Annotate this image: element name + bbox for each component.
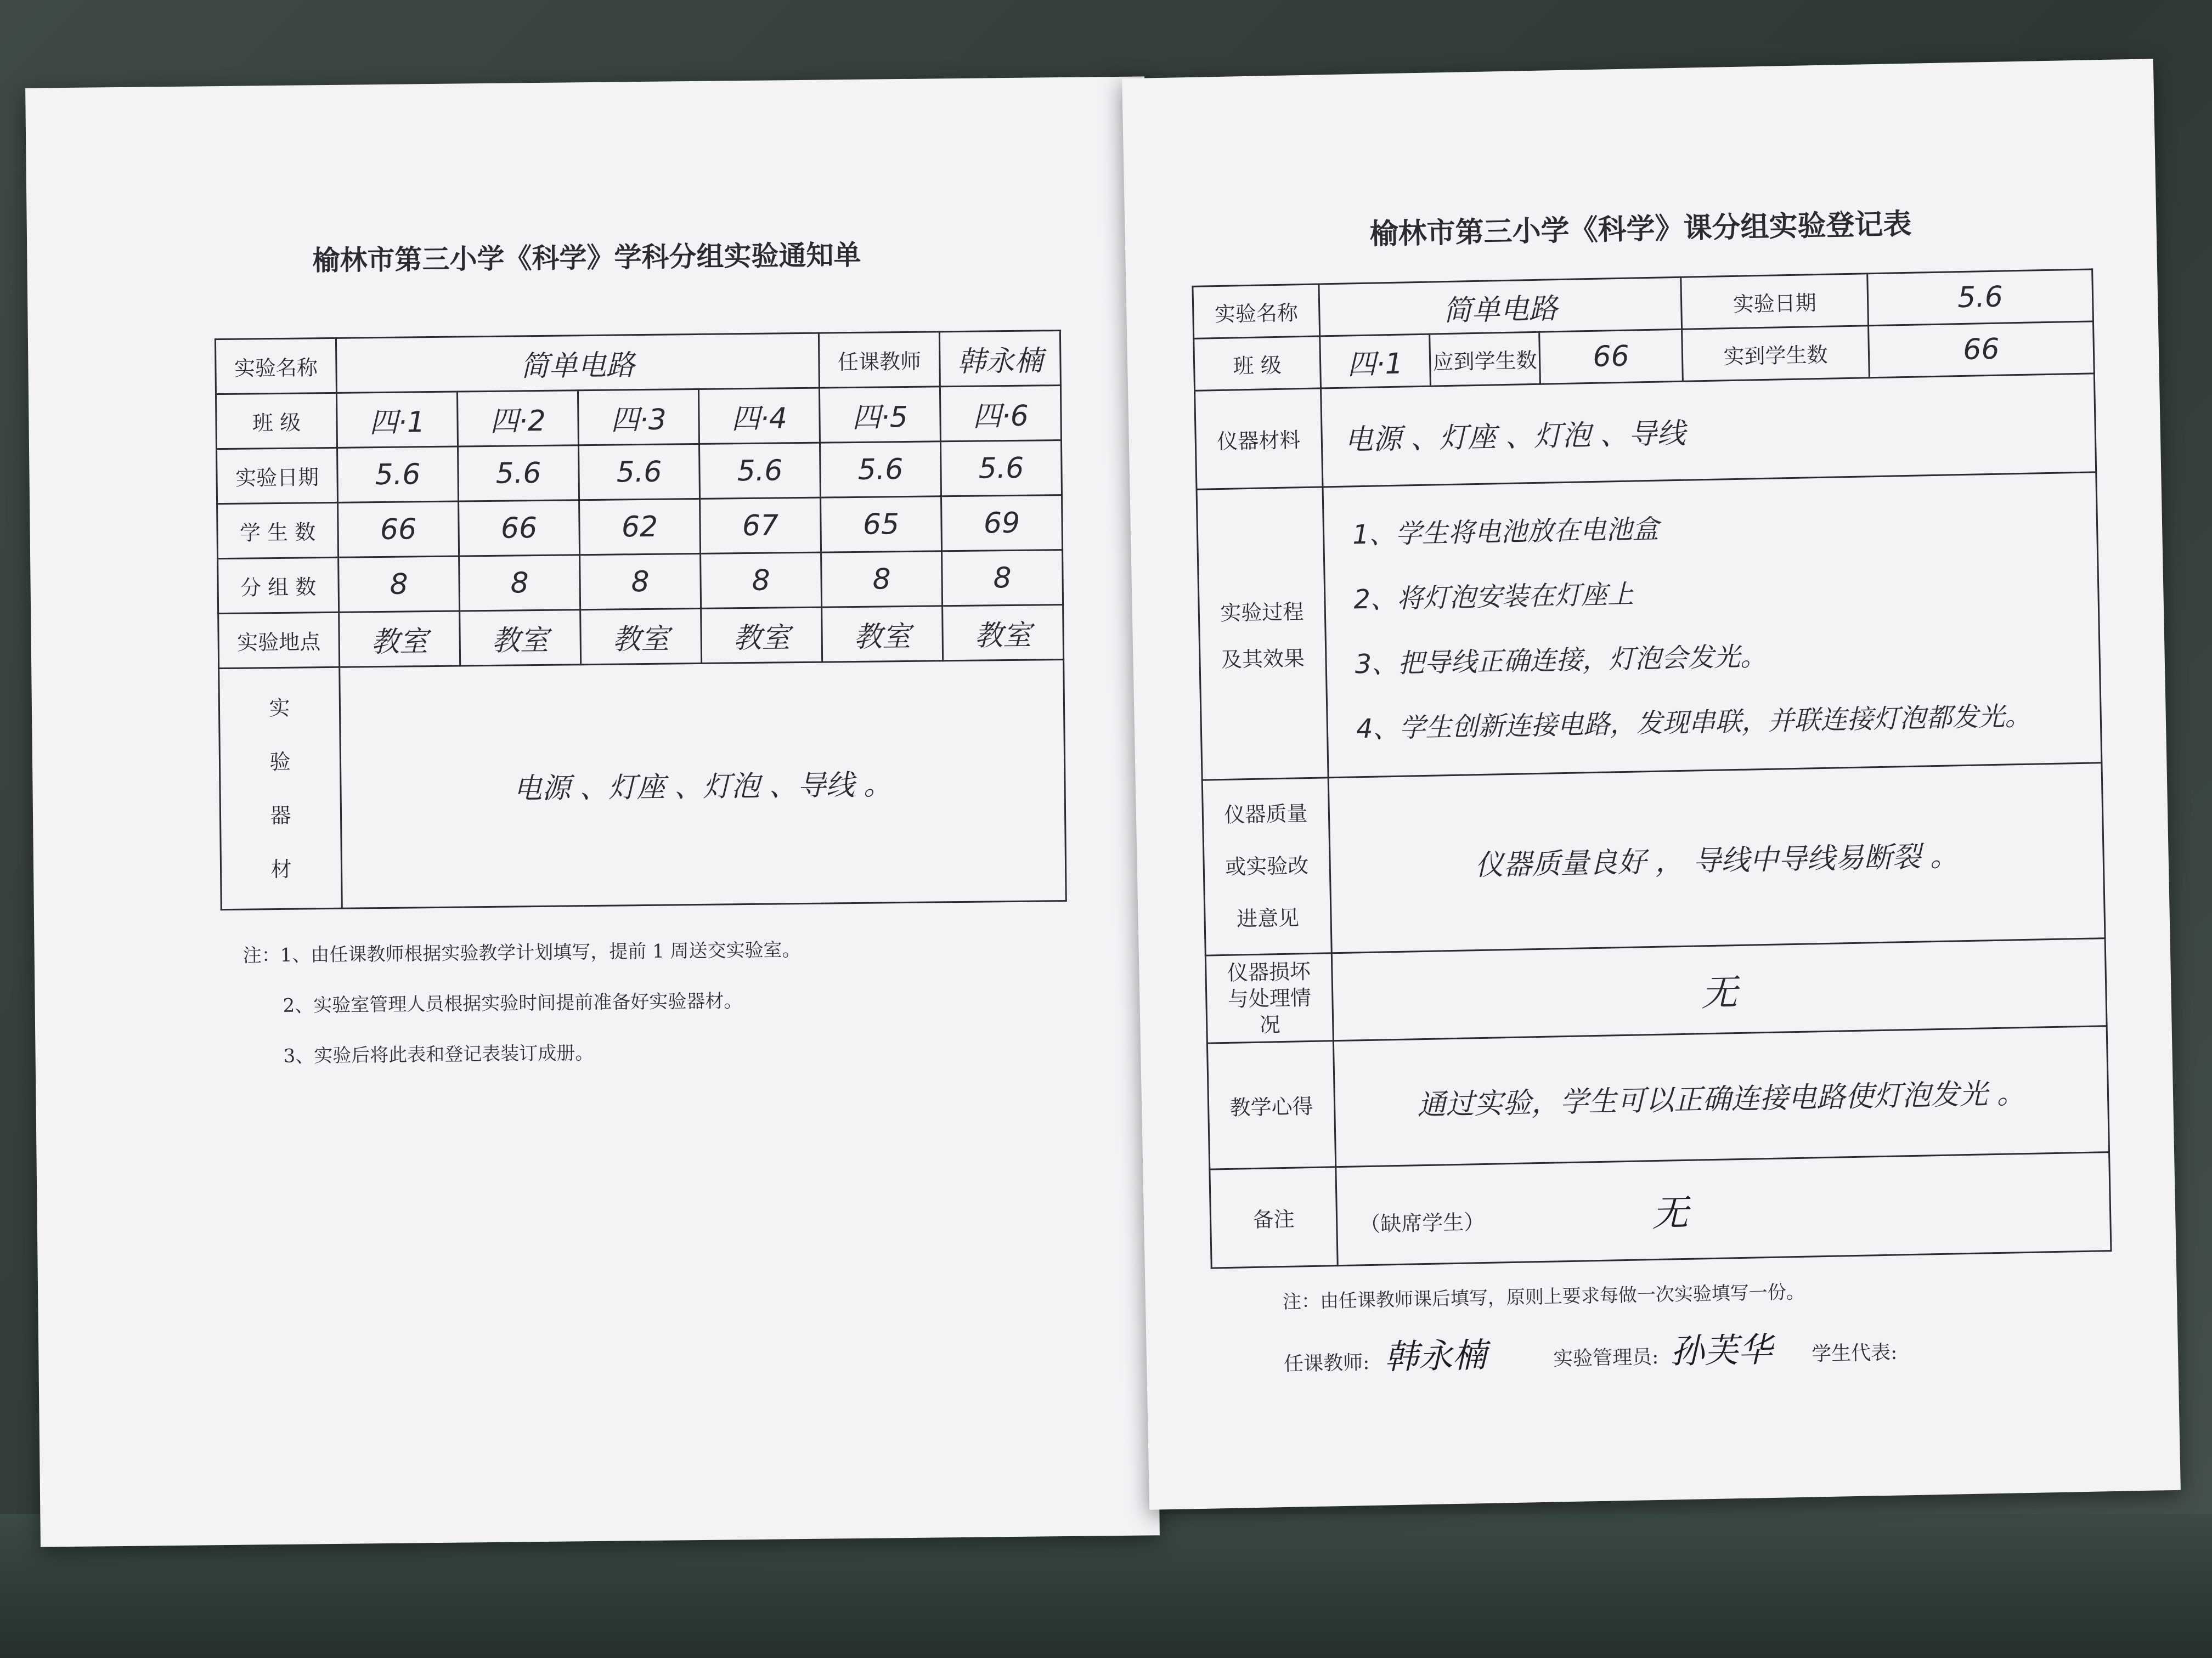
value-quality: 仪器质量良好 ， 导线中导线易断裂 。 — [1328, 763, 2105, 953]
signature-row — [1283, 1315, 2134, 1380]
student-rep-label: 学生代表: — [1811, 1341, 1898, 1366]
value-students: 69 — [941, 495, 1063, 551]
note-line: 3、实验后将此表和登记表装订成册。 — [283, 1042, 594, 1067]
notice-sheet — [25, 76, 1160, 1547]
value-reflection: 通过实验，学生可以正确连接电路使灯泡发光 。 — [1333, 1026, 2109, 1167]
label-process-line: 及其效果 — [1221, 646, 1305, 672]
value-students: 66 — [338, 501, 459, 557]
teacher-signature-label: 任课教师: — [1283, 1351, 1370, 1376]
value-groups: 8 — [942, 550, 1063, 606]
value-date: 5.6 — [820, 442, 941, 497]
register-title: 榆林市第三小学《科学》课分组实验登记表 — [1369, 207, 1912, 251]
process-step: 2、将灯泡安装在灯座上 — [1353, 579, 1634, 615]
register-table — [1192, 268, 2112, 1269]
value-date: 5.6 — [699, 443, 820, 499]
value-date: 5.6 — [579, 444, 700, 500]
value-location: 教室 — [822, 606, 943, 662]
value-students: 67 — [700, 497, 821, 553]
value-teacher: 韩永楠 — [939, 331, 1060, 387]
label-process — [1197, 487, 1328, 780]
label-damage-line: 与处理情 — [1227, 985, 1312, 1011]
value-class: 四·1 — [1320, 334, 1431, 388]
note-line: 2、实验室管理人员根据实验时间提前准备好实验器材。 — [283, 990, 743, 1017]
value-groups: 8 — [701, 552, 822, 608]
label-date: 实验日期 — [217, 448, 338, 503]
value-class: 四·5 — [819, 387, 940, 443]
value-groups: 8 — [459, 555, 580, 611]
label-quality-line: 或实验改 — [1224, 853, 1309, 879]
value-location: 教室 — [701, 607, 822, 663]
register-sheet — [1122, 59, 2181, 1510]
value-students: 62 — [579, 499, 701, 554]
label-experiment-name: 实验名称 — [215, 338, 336, 394]
notice-table — [215, 330, 1067, 910]
label-class: 班 级 — [216, 393, 337, 449]
label-equipment-char: 器 — [270, 803, 291, 828]
label-damage-line: 况 — [1259, 1012, 1281, 1037]
label-teacher: 任课教师 — [819, 332, 940, 388]
teacher-signature: 韩永楠 — [1384, 1334, 1487, 1377]
label-equipment-char: 实 — [269, 695, 290, 720]
value-date: 5.6 — [458, 445, 579, 501]
value-groups: 8 — [580, 553, 701, 609]
process-step: 1、学生将电池放在电池盒 — [1352, 513, 1660, 550]
remarks-cell — [1336, 1152, 2111, 1266]
register-note: 注：由任课教师课后填写，原则上要求每做一次实验填写一份。 — [1282, 1281, 1805, 1314]
value-experiment-name: 简单电路 — [336, 333, 819, 393]
admin-signature: 孙芙华 — [1669, 1329, 1773, 1372]
value-process-steps — [1323, 472, 2102, 778]
value-expected-students: 66 — [1539, 329, 1683, 384]
value-location: 教室 — [460, 610, 581, 666]
notice-notes — [242, 922, 1067, 1082]
label-equipment — [219, 667, 342, 909]
label-location: 实验地点 — [218, 612, 340, 668]
label-quality-line: 进意见 — [1236, 906, 1300, 931]
label-class: 班 级 — [1194, 336, 1321, 391]
value-date: 5.6 — [940, 440, 1062, 496]
label-equipment-char: 验 — [269, 749, 291, 774]
label-actual-students: 实到学生数 — [1682, 326, 1870, 382]
label-experiment-name: 实验名称 — [1193, 284, 1320, 338]
value-groups: 8 — [821, 551, 943, 607]
value-students: 66 — [459, 500, 580, 556]
label-remarks: 备注 — [1210, 1167, 1338, 1268]
value-remarks: 无 — [1651, 1191, 1689, 1235]
process-step: 4、学生创新连接电路，发现串联，并联连接灯泡都发光。 — [1356, 700, 2032, 744]
value-equipment: 电源 、灯座 、灯泡 、导线 。 — [340, 659, 1066, 908]
value-location: 教室 — [580, 608, 702, 664]
value-class: 四·6 — [940, 386, 1061, 442]
label-experiment-date: 实验日期 — [1681, 274, 1869, 330]
label-expected-students: 应到学生数 — [1430, 332, 1541, 386]
value-date: 5.6 — [337, 446, 459, 502]
value-location: 教室 — [339, 611, 460, 667]
value-class: 四·3 — [578, 389, 699, 445]
value-location: 教室 — [943, 604, 1064, 660]
value-class: 四·2 — [457, 391, 578, 446]
value-materials: 电源 、灯座 、灯泡 、导线 — [1321, 374, 2096, 487]
label-students: 学 生 数 — [217, 502, 338, 558]
notice-title: 榆林市第三小学《科学》学科分组实验通知单 — [312, 238, 861, 277]
label-damage-line: 仪器损坏 — [1227, 959, 1311, 985]
label-groups: 分 组 数 — [218, 557, 339, 613]
value-experiment-name: 简单电路 — [1319, 277, 1682, 336]
value-actual-students: 66 — [1869, 321, 2095, 378]
label-process-line: 实验过程 — [1220, 599, 1304, 625]
process-step: 3、把导线正确连接，灯泡会发光。 — [1355, 641, 1767, 680]
value-experiment-date: 5.6 — [1867, 269, 2094, 326]
label-quality — [1202, 778, 1331, 955]
value-damage: 无 — [1331, 938, 2107, 1041]
value-students: 65 — [821, 496, 942, 552]
label-absent-students: （缺席学生） — [1359, 1209, 1485, 1237]
label-damage — [1205, 953, 1333, 1043]
label-equipment-char: 材 — [270, 857, 292, 881]
value-class: 四·1 — [336, 392, 458, 448]
value-groups: 8 — [338, 556, 460, 612]
admin-signature-label: 实验管理员: — [1553, 1345, 1659, 1371]
label-quality-line: 仪器质量 — [1223, 801, 1308, 827]
note-line: 注：1、由任课教师根据实验教学计划填写，提前 1 周送交实验室。 — [242, 939, 801, 967]
label-reflection: 教学心得 — [1207, 1041, 1335, 1169]
label-materials: 仪器材料 — [1195, 388, 1323, 489]
value-class: 四·4 — [698, 388, 820, 444]
